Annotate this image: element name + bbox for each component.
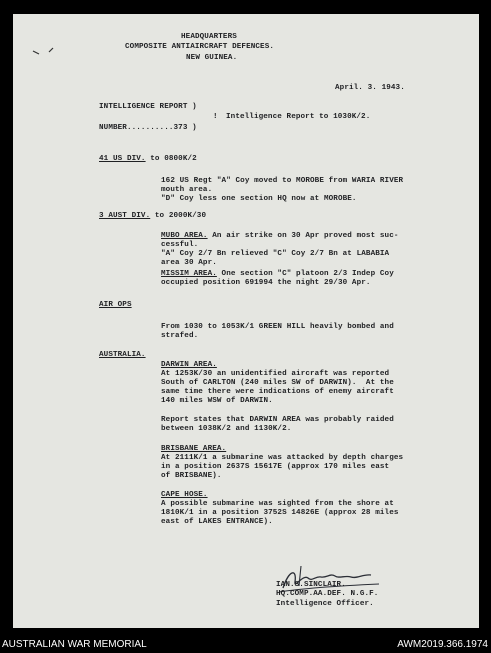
mubo-line-4: area 30 Apr. <box>161 259 217 267</box>
darwin-line-2: South of CARLTON (240 miles SW of DARWIN). At the <box>161 379 394 387</box>
us-div-heading: 41 US DIV. to 0800K/2 <box>99 155 197 163</box>
darwin-line-4: 140 miles WSW of DARWIN. <box>161 397 273 405</box>
report-number: NUMBER..........373 ) <box>99 124 197 132</box>
archive-footer <box>0 636 491 653</box>
brisbane-label: BRISBANE AREA. <box>161 445 227 453</box>
us-div-line-2: mouth area. <box>161 186 213 194</box>
air-ops-line-1: From 1030 to 1053K/1 GREEN HILL heavily bombed and <box>161 323 394 331</box>
report-brace: ! <box>213 113 218 121</box>
header-line-3: NEW GUINEA. <box>186 54 238 62</box>
us-div-line-1: 162 US Regt "A" Coy moved to MOROBE from WARIA RIVER <box>161 177 404 185</box>
brisbane-line-2: in a position 2637S 15617E (approx 170 miles east <box>161 463 390 471</box>
brisbane-line-1: At 2111K/1 a submarine was attacked by depth charges <box>161 454 404 462</box>
signatory-role: Intelligence Officer. <box>276 600 374 608</box>
mubo-line-2: cessful. <box>161 241 199 249</box>
report-date: April. 3. 1943. <box>335 84 405 92</box>
missim-line-2: occupied position 691994 the night 29/30 Apr. <box>161 279 371 287</box>
us-div-line-3: "D" Coy less one section HQ now at MOROBE. <box>161 195 357 203</box>
darwin-line-3: same time there were indications of enemy aircraft <box>161 388 394 396</box>
mubo-line-3: "A" Coy 2/7 Bn relieved "C" Coy 2/7 Bn at LABABIA <box>161 250 390 258</box>
air-ops-line-2: strafed. <box>161 332 199 340</box>
cape-line-3: east of LAKES ENTRANCE). <box>161 518 273 526</box>
report-line-2: between 1038K/2 and 1130K/2. <box>161 425 292 433</box>
darwin-line-1: At 1253K/30 an unidentified aircraft was reported <box>161 370 390 378</box>
punch-hole-marks-icon <box>31 46 61 56</box>
cape-line-2: 1810K/1 in a position 3752S 14826E (approx 28 miles <box>161 509 399 517</box>
aust-div-heading: 3 AUST DIV. to 2000K/30 <box>99 212 207 220</box>
cape-line-1: A possible submarine was sighted from the shore at <box>161 500 394 508</box>
signatory-unit: HQ.COMP.AA.DEF. N.G.F. <box>276 590 379 598</box>
header-line-2: COMPOSITE ANTIAIRCRAFT DEFENCES. <box>125 43 275 51</box>
report-label: INTELLIGENCE REPORT ) <box>99 103 197 111</box>
mubo-line-1: MUBO AREA. An air strike on 30 Apr proved most suc- <box>161 232 399 240</box>
australia-heading: AUSTRALIA. <box>99 351 146 359</box>
missim-line-1: MISSIM AREA. One section "C" platoon 2/3 Indep Coy <box>161 270 394 278</box>
cape-label: CAPE HOSE. <box>161 491 208 499</box>
header-line-1: HEADQUARTERS <box>181 33 237 41</box>
footer-source: AUSTRALIAN WAR MEMORIAL <box>2 639 147 650</box>
signatory-name: IAN.S.SINCLAIR. <box>276 581 346 589</box>
footer-accession: AWM2019.366.1974 <box>397 639 488 650</box>
air-ops-heading: AIR OPS <box>99 301 132 309</box>
darwin-label: DARWIN AREA. <box>161 361 217 369</box>
report-title: Intelligence Report to 1030K/2. <box>226 113 371 121</box>
brisbane-line-3: of BRISBANE). <box>161 472 222 480</box>
report-line-1: Report states that DARWIN AREA was probably raided <box>161 416 394 424</box>
document-page <box>13 14 479 628</box>
